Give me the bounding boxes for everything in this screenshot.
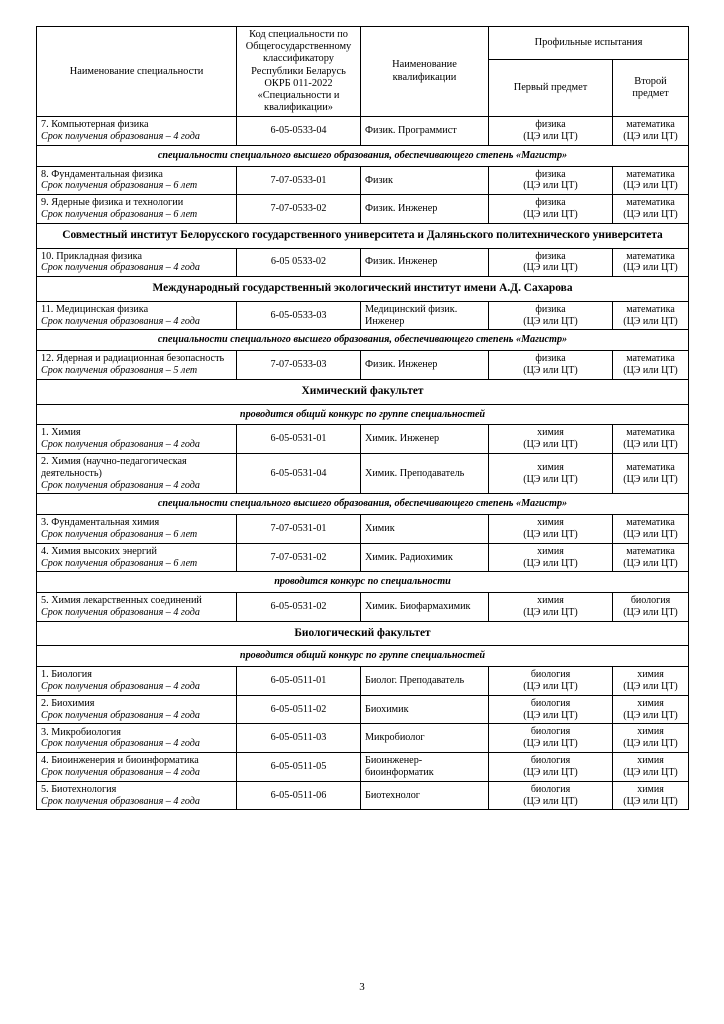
- cell-specialty-code: 6-05-0531-01: [237, 425, 361, 454]
- second-subject-name: математика: [626, 119, 675, 131]
- first-subject-format: (ЦЭ или ЦТ): [523, 557, 578, 569]
- cell-qualification: Медицинский физик. Инженер: [361, 301, 489, 330]
- second-subject-format: (ЦЭ или ЦТ): [623, 766, 678, 778]
- second-subject-format: (ЦЭ или ЦТ): [623, 131, 678, 142]
- cell-qualification: Физик. Инженер: [361, 351, 489, 380]
- second-subject-name: химия: [637, 726, 664, 738]
- first-subject-name: химия: [537, 595, 564, 607]
- first-subject-name: химия: [537, 461, 564, 473]
- section-heading-row: [37, 277, 689, 302]
- first-subject-name: физика: [535, 303, 566, 315]
- first-subject-format: (ЦЭ или ЦТ): [523, 606, 578, 618]
- cell-specialty: [37, 781, 237, 810]
- cell-first-subject: [489, 351, 613, 380]
- first-subject-name: физика: [535, 168, 566, 180]
- cell-qualification: Микробиолог: [361, 724, 489, 753]
- cell-specialty-code: 6-05-0531-02: [237, 593, 361, 622]
- second-subject-format: (ЦЭ или ЦТ): [623, 738, 678, 750]
- second-subject-name: математика: [626, 197, 675, 209]
- cell-second-subject: [613, 667, 689, 696]
- specialty-name: 4. Химия высоких энергий: [41, 545, 157, 557]
- cell-second-subject: [613, 593, 689, 622]
- first-subject-name: химия: [537, 545, 564, 557]
- column-header-first-subject: Первый предмет: [489, 60, 613, 117]
- cell-specialty-code: 7-07-0533-01: [237, 166, 361, 195]
- table-row: [37, 753, 689, 782]
- first-subject-name: физика: [535, 119, 566, 131]
- cell-qualification: Химик. Преподаватель: [361, 453, 489, 493]
- cell-first-subject: [489, 117, 613, 146]
- cell-second-subject: [613, 301, 689, 330]
- specialty-term: Срок получения образования – 4 года: [41, 681, 200, 693]
- specialty-name: 10. Прикладная физика: [41, 250, 142, 262]
- cell-specialty-code: 7-07-0531-01: [237, 515, 361, 544]
- first-subject-format: (ЦЭ или ЦТ): [523, 209, 578, 221]
- cell-specialty: [37, 425, 237, 454]
- first-subject-name: физика: [535, 197, 566, 209]
- second-subject-format: (ЦЭ или ЦТ): [623, 709, 678, 721]
- second-subject-name: математика: [626, 303, 675, 315]
- first-subject-format: (ЦЭ или ЦТ): [523, 766, 578, 778]
- first-subject-format: (ЦЭ или ЦТ): [523, 795, 578, 807]
- cell-specialty: [37, 724, 237, 753]
- first-subject-name: физика: [535, 250, 566, 262]
- section-note-row: [37, 572, 689, 593]
- cell-second-subject: [613, 453, 689, 493]
- cell-second-subject: [613, 351, 689, 380]
- section-note-row: [37, 330, 689, 351]
- specialty-term: Срок получения образования – 4 года: [41, 262, 200, 274]
- table-body: [37, 117, 689, 810]
- section-heading-text: специальности специального высшего образования, обеспечивающего степень «Магистр»: [37, 330, 689, 351]
- cell-second-subject: [613, 166, 689, 195]
- cell-specialty-code: 6-05-0533-04: [237, 117, 361, 146]
- table-row: [37, 667, 689, 696]
- cell-first-subject: [489, 515, 613, 544]
- table-row: [37, 301, 689, 330]
- cell-specialty: [37, 248, 237, 277]
- cell-specialty-code: 7-07-0531-02: [237, 543, 361, 572]
- second-subject-format: (ЦЭ или ЦТ): [623, 315, 678, 327]
- cell-specialty-code: 7-07-0533-02: [237, 195, 361, 224]
- specialty-term: Срок получения образования – 4 года: [41, 439, 200, 451]
- section-heading-text: Биологический факультет: [37, 621, 689, 646]
- first-subject-format: (ЦЭ или ЦТ): [523, 131, 578, 142]
- second-subject-name: химия: [637, 697, 664, 709]
- cell-first-subject: [489, 753, 613, 782]
- specialty-name: 2. Биохимия: [41, 697, 95, 709]
- cell-specialty-code: 6-05-0531-04: [237, 453, 361, 493]
- page-number: 3: [359, 981, 365, 993]
- specialty-name: 5. Химия лекарственных соединений: [41, 595, 202, 607]
- second-subject-format: (ЦЭ или ЦТ): [623, 365, 678, 377]
- section-note-row: [37, 145, 689, 166]
- cell-qualification: Физик. Инженер: [361, 195, 489, 224]
- cell-first-subject: [489, 166, 613, 195]
- first-subject-format: (ЦЭ или ЦТ): [523, 439, 578, 451]
- first-subject-name: биология: [530, 783, 571, 795]
- section-note-row: [37, 404, 689, 425]
- section-heading-text: специальности специального высшего образования, обеспечивающего степень «Магистр»: [37, 145, 689, 166]
- second-subject-name: химия: [637, 755, 664, 767]
- section-heading-text: специальности специального высшего образования, обеспечивающего степень «Магистр»: [37, 494, 689, 515]
- specialty-name: 5. Биотехнология: [41, 783, 117, 795]
- cell-specialty-code: 6-05-0511-02: [237, 695, 361, 724]
- cell-second-subject: [613, 753, 689, 782]
- specialty-term: Срок получения образования – 4 года: [41, 315, 200, 327]
- specialty-name: 8. Фундаментальная физика: [41, 168, 163, 180]
- cell-specialty: [37, 593, 237, 622]
- first-subject-format: (ЦЭ или ЦТ): [523, 528, 578, 540]
- second-subject-name: биология: [630, 595, 671, 607]
- cell-specialty: [37, 515, 237, 544]
- second-subject-format: (ЦЭ или ЦТ): [623, 180, 678, 192]
- cell-specialty-code: 6-05-0511-05: [237, 753, 361, 782]
- specialty-term: Срок получения образования – 4 года: [41, 479, 200, 491]
- table-row: [37, 695, 689, 724]
- specialty-name: 12. Ядерная и радиационная безопасность: [41, 353, 225, 365]
- cell-second-subject: [613, 695, 689, 724]
- specialty-term: Срок получения образования – 6 лет: [41, 209, 198, 221]
- first-subject-name: биология: [530, 669, 571, 681]
- section-heading-row: [37, 621, 689, 646]
- second-subject-name: математика: [626, 545, 675, 557]
- cell-specialty: [37, 667, 237, 696]
- specialty-name: 9. Ядерные физика и технологии: [41, 197, 184, 209]
- first-subject-format: (ЦЭ или ЦТ): [523, 681, 578, 693]
- second-subject-format: (ЦЭ или ЦТ): [623, 606, 678, 618]
- cell-second-subject: [613, 724, 689, 753]
- table-row: [37, 543, 689, 572]
- specialty-name: 3. Фундаментальная химия: [41, 517, 160, 529]
- cell-first-subject: [489, 724, 613, 753]
- specialty-name: 1. Химия: [41, 427, 81, 439]
- specialty-name: 2. Химия (научно-педагогическая деятельность): [41, 455, 187, 479]
- cell-specialty: [37, 195, 237, 224]
- column-header-profile-tests: Профильные испытания: [489, 27, 689, 60]
- first-subject-name: биология: [530, 726, 571, 738]
- table-row: [37, 724, 689, 753]
- first-subject-format: (ЦЭ или ЦТ): [523, 473, 578, 485]
- cell-specialty: [37, 453, 237, 493]
- first-subject-name: биология: [530, 755, 571, 767]
- cell-qualification: Химик. Радиохимик: [361, 543, 489, 572]
- cell-first-subject: [489, 195, 613, 224]
- second-subject-name: химия: [637, 783, 664, 795]
- cell-qualification: Химик: [361, 515, 489, 544]
- second-subject-format: (ЦЭ или ЦТ): [623, 795, 678, 807]
- section-heading-row: [37, 379, 689, 404]
- specialty-name: 7. Компьютерная физика: [41, 119, 149, 131]
- second-subject-name: математика: [626, 168, 675, 180]
- cell-specialty: [37, 117, 237, 146]
- specialty-term: Срок получения образования – 4 года: [41, 738, 200, 750]
- second-subject-format: (ЦЭ или ЦТ): [623, 473, 678, 485]
- section-heading-text: Химический факультет: [37, 379, 689, 404]
- cell-specialty: [37, 166, 237, 195]
- second-subject-name: математика: [626, 461, 675, 473]
- first-subject-format: (ЦЭ или ЦТ): [523, 315, 578, 327]
- column-header-second-subject: Второй предмет: [613, 60, 689, 117]
- cell-second-subject: [613, 248, 689, 277]
- specialty-term: Срок получения образования – 4 года: [41, 131, 200, 143]
- first-subject-name: химия: [537, 427, 564, 439]
- cell-qualification: Химик. Биофармахимик: [361, 593, 489, 622]
- table-header-row-1: [37, 27, 689, 60]
- specialty-term: Срок получения образования – 6 лет: [41, 529, 198, 541]
- section-heading-text: проводится общий конкурс по группе специальностей: [37, 646, 689, 667]
- specialty-term: Срок получения образования – 4 года: [41, 766, 200, 778]
- specialty-term: Срок получения образования – 4 года: [41, 795, 200, 807]
- second-subject-name: математика: [626, 517, 675, 529]
- second-subject-format: (ЦЭ или ЦТ): [623, 681, 678, 693]
- cell-second-subject: [613, 195, 689, 224]
- specialty-term: Срок получения образования – 5 лет: [41, 365, 198, 377]
- first-subject-format: (ЦЭ или ЦТ): [523, 738, 578, 750]
- cell-specialty: [37, 351, 237, 380]
- second-subject-format: (ЦЭ или ЦТ): [623, 528, 678, 540]
- table-row: [37, 515, 689, 544]
- cell-qualification: Биолог. Преподаватель: [361, 667, 489, 696]
- second-subject-format: (ЦЭ или ЦТ): [623, 262, 678, 274]
- cell-first-subject: [489, 425, 613, 454]
- cell-first-subject: [489, 695, 613, 724]
- cell-second-subject: [613, 117, 689, 146]
- cell-second-subject: [613, 781, 689, 810]
- first-subject-name: физика: [535, 353, 566, 365]
- specialty-term: Срок получения образования – 6 лет: [41, 180, 198, 192]
- second-subject-name: математика: [626, 353, 675, 365]
- cell-specialty: [37, 695, 237, 724]
- cell-qualification: Биоинженер-биоинформатик: [361, 753, 489, 782]
- specialty-name: 3. Микробиология: [41, 726, 121, 738]
- cell-specialty-code: 6-05 0533-02: [237, 248, 361, 277]
- second-subject-name: химия: [637, 669, 664, 681]
- cell-first-subject: [489, 593, 613, 622]
- table-row: [37, 351, 689, 380]
- table-header: [37, 27, 689, 117]
- table-row: [37, 593, 689, 622]
- specialties-table: [36, 26, 689, 810]
- column-header-specialty-code: Код специальности по Общегосударственному классификатору Республики Беларусь ОКРБ 011-2022 «Специальности и квалификации»: [237, 27, 361, 117]
- first-subject-name: химия: [537, 517, 564, 529]
- first-subject-format: (ЦЭ или ЦТ): [523, 180, 578, 192]
- first-subject-format: (ЦЭ или ЦТ): [523, 709, 578, 721]
- specialty-name: 1. Биология: [41, 669, 92, 681]
- table-row: [37, 117, 689, 146]
- table-row: [37, 195, 689, 224]
- second-subject-format: (ЦЭ или ЦТ): [623, 439, 678, 451]
- cell-first-subject: [489, 301, 613, 330]
- cell-qualification: Биохимик: [361, 695, 489, 724]
- specialty-term: Срок получения образования – 4 года: [41, 709, 200, 721]
- section-heading-text: проводится конкурс по специальности: [37, 572, 689, 593]
- cell-second-subject: [613, 515, 689, 544]
- cell-specialty-code: 6-05-0533-03: [237, 301, 361, 330]
- table-row: [37, 425, 689, 454]
- first-subject-format: (ЦЭ или ЦТ): [523, 262, 578, 274]
- column-header-specialty-name: Наименование специальности: [37, 27, 237, 117]
- cell-first-subject: [489, 781, 613, 810]
- specialty-term: Срок получения образования – 6 лет: [41, 557, 198, 569]
- table-row: [37, 166, 689, 195]
- cell-specialty: [37, 753, 237, 782]
- specialty-term: Срок получения образования – 4 года: [41, 607, 200, 619]
- section-heading-text: Совместный институт Белорусского государственного университета и Даляньского политехнического университета: [37, 223, 689, 248]
- section-note-row: [37, 494, 689, 515]
- cell-first-subject: [489, 667, 613, 696]
- specialty-name: 11. Медицинская физика: [41, 303, 149, 315]
- specialty-name: 4. Биоинженерия и биоинформатика: [41, 755, 199, 767]
- cell-specialty-code: 6-05-0511-01: [237, 667, 361, 696]
- cell-qualification: Химик. Инженер: [361, 425, 489, 454]
- second-subject-name: математика: [626, 250, 675, 262]
- cell-qualification: Физик: [361, 166, 489, 195]
- section-note-row: [37, 646, 689, 667]
- cell-first-subject: [489, 453, 613, 493]
- second-subject-name: математика: [626, 427, 675, 439]
- table-row: [37, 453, 689, 493]
- cell-specialty-code: 6-05-0511-06: [237, 781, 361, 810]
- cell-specialty: [37, 543, 237, 572]
- section-heading-text: проводится общий конкурс по группе специальностей: [37, 404, 689, 425]
- table-row: [37, 248, 689, 277]
- first-subject-format: (ЦЭ или ЦТ): [523, 365, 578, 377]
- cell-qualification: Физик. Инженер: [361, 248, 489, 277]
- cell-qualification: Биотехнолог: [361, 781, 489, 810]
- second-subject-format: (ЦЭ или ЦТ): [623, 209, 678, 221]
- second-subject-format: (ЦЭ или ЦТ): [623, 557, 678, 569]
- cell-second-subject: [613, 425, 689, 454]
- table-row: [37, 781, 689, 810]
- first-subject-name: биология: [530, 697, 571, 709]
- column-header-qualification-name: Наименование квалификации: [361, 27, 489, 117]
- section-heading-row: [37, 223, 689, 248]
- cell-first-subject: [489, 248, 613, 277]
- cell-specialty: [37, 301, 237, 330]
- section-heading-text: Международный государственный экологический институт имени А.Д. Сахарова: [37, 277, 689, 302]
- cell-qualification: Физик. Программист: [361, 117, 489, 146]
- cell-second-subject: [613, 543, 689, 572]
- cell-specialty-code: 7-07-0533-03: [237, 351, 361, 380]
- cell-first-subject: [489, 543, 613, 572]
- cell-specialty-code: 6-05-0511-03: [237, 724, 361, 753]
